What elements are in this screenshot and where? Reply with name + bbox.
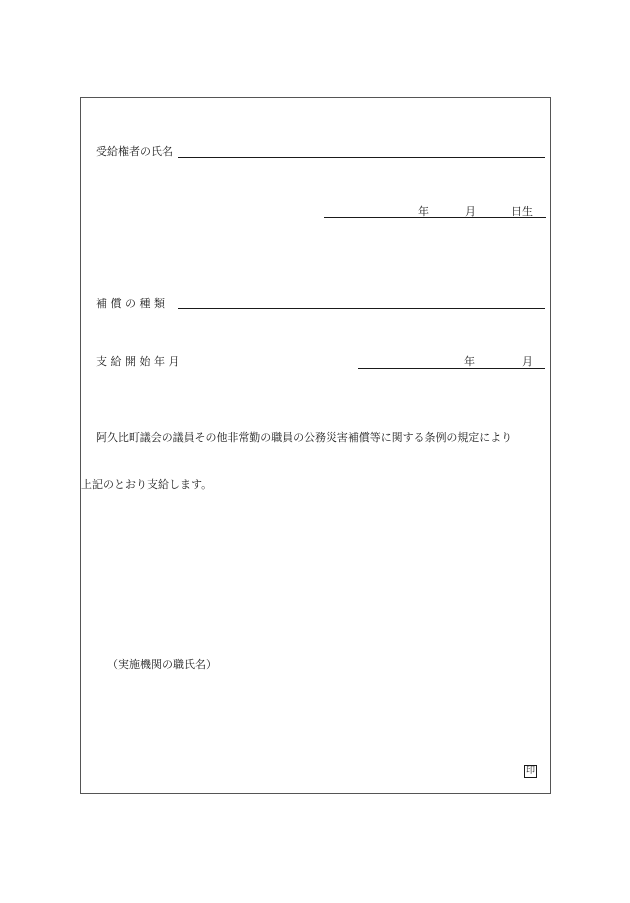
seal-mark: 印 [525, 766, 535, 776]
compensation-type-field[interactable] [178, 308, 545, 309]
recipient-name-field[interactable] [178, 157, 545, 158]
payment-start-label: 支 給 開 始 年 月 [96, 355, 180, 368]
agency-label: （実施機関の職氏名） [107, 658, 217, 671]
birth-month-label: 月 [465, 205, 476, 218]
statement-line-2: 上記のとおり支給します。 [81, 478, 213, 491]
form-frame [80, 97, 551, 794]
compensation-type-label: 補 償 の 種 類 [96, 297, 165, 310]
start-month-label: 月 [522, 355, 533, 368]
recipient-name-label: 受給権者の氏名 [96, 145, 173, 158]
birth-day-label: 日生 [511, 205, 533, 218]
payment-start-field[interactable] [358, 368, 545, 369]
start-year-label: 年 [464, 355, 475, 368]
birth-year-label: 年 [418, 205, 429, 218]
statement-line-1: 阿久比町議会の議員その他非常勤の職員の公務災害補償等に関する条例の規定により [96, 431, 513, 444]
